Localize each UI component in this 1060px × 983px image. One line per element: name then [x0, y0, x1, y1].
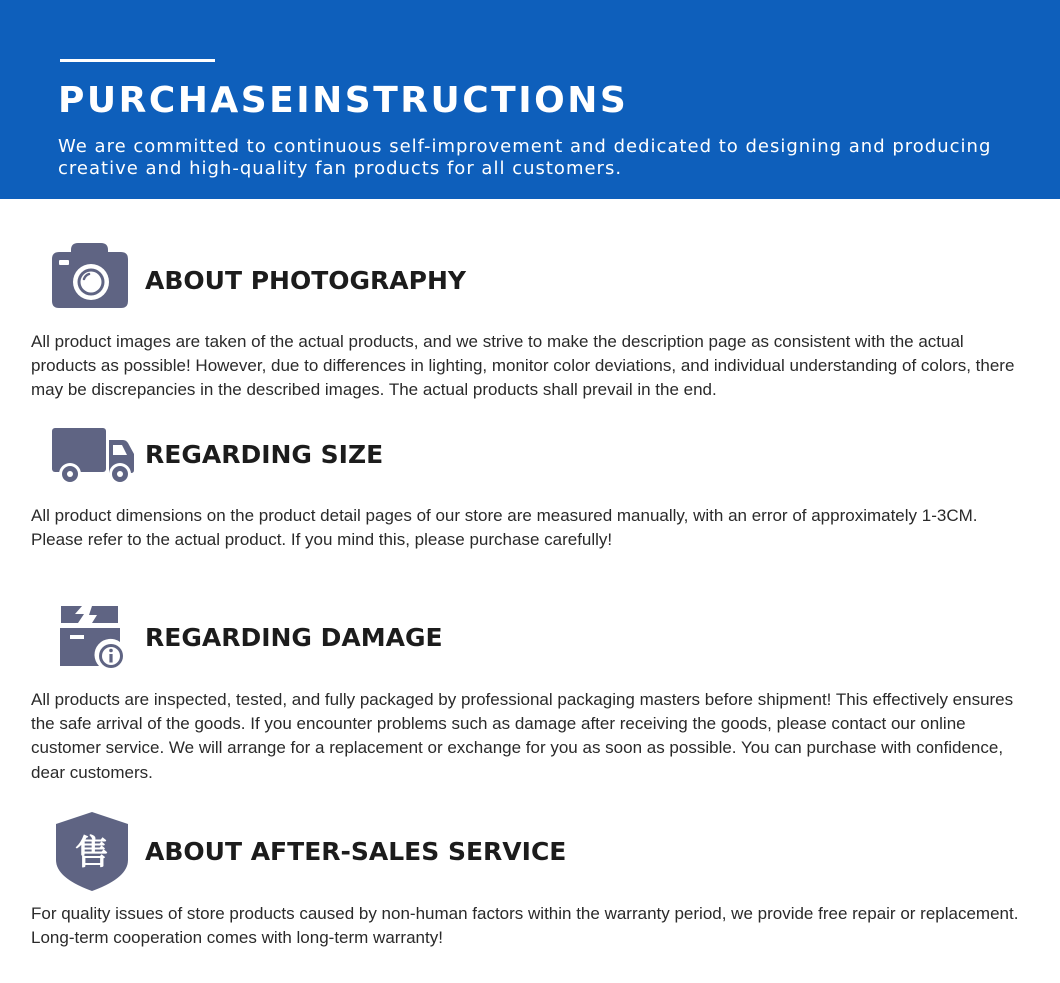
section-text-damage: All products are inspected, tested, and fully packaged by professional packaging masters before shipment! This effectively ensures the safe arrival of the goods. If you encounter problems such as damage after receiving the goods, please contact our online customer service. We will arrange for a replacement or exchange for you as soon as possible. You can purchase with confidence, dear customers.	[31, 690, 1014, 782]
section-text-after-sales: For quality issues of store products caused by non-human factors within the warranty period, we provide free repair or replacement. Long-term cooperation comes with long-term warranty!	[31, 904, 1019, 948]
section-title-photography: ABOUT PHOTOGRAPHY	[145, 266, 466, 295]
section-text-size: All product dimensions on the product detail pages of our store are measured manually, with an error of approximately 1-3CM. Please refer to the actual product. If you mind this, please purchase carefully!	[31, 506, 978, 550]
section-title-after-sales: ABOUT AFTER-SALES SERVICE	[145, 837, 567, 866]
section-title-damage: REGARDING DAMAGE	[145, 623, 443, 652]
header-divider	[60, 59, 215, 62]
after-sales-glyph: 售	[75, 833, 109, 873]
header-banner	[0, 0, 1060, 199]
section-text-photography: All product images are taken of the actual products, and we strive to make the description page as consistent with the actual products as possible! However, due to differences in lighting, monitor color deviations, and individual understanding of colors, there may be discrepancies in the described images. The actual products shall prevail in the end.	[31, 332, 1015, 400]
after-sales-shield-icon	[56, 812, 128, 891]
damaged-box-icon	[58, 604, 124, 668]
truck-icon	[52, 428, 135, 486]
camera-icon	[51, 243, 129, 309]
page-title: PURCHASEINSTRUCTIONS	[58, 80, 629, 121]
section-title-size: REGARDING SIZE	[145, 440, 384, 469]
page-subtitle: We are committed to continuous self-improvement and dedicated to designing and producing creative and high-quality fan products for all customers.	[58, 136, 992, 179]
